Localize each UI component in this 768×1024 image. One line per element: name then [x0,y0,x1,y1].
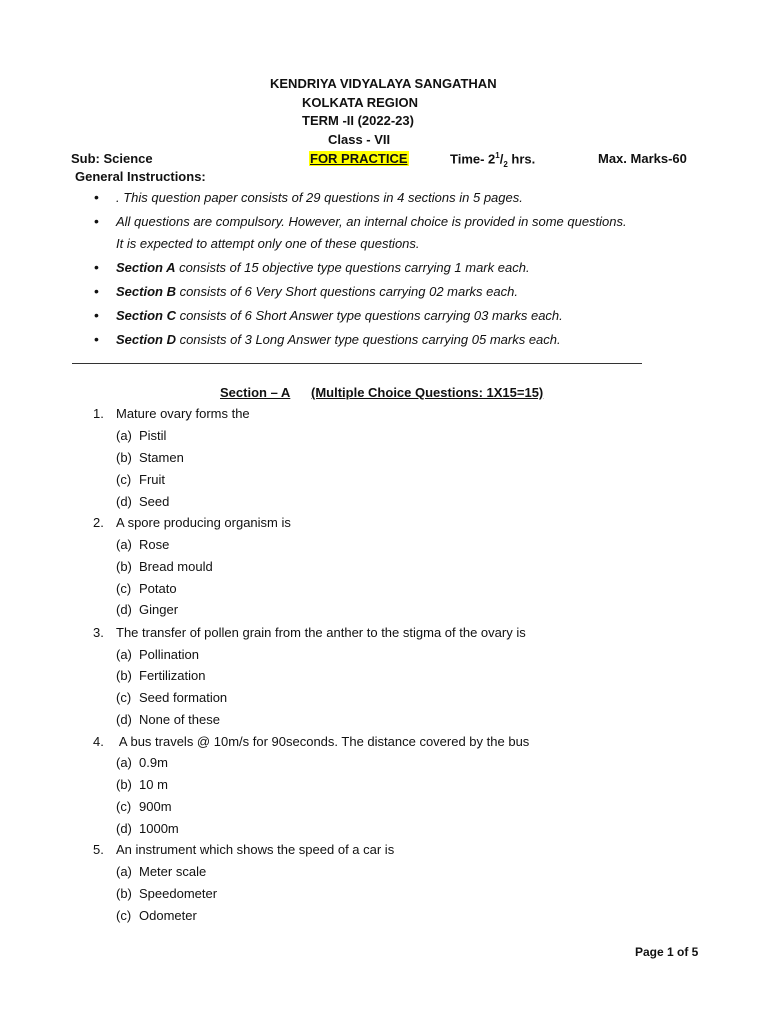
question-text: The transfer of pollen grain from the anther to the stigma of the ovary is [116,625,526,640]
option [116,755,168,770]
page-number: Page 1 of 5 [635,945,699,959]
option [116,428,166,443]
instruction-4-bold: Section B [116,284,176,299]
instruction-3-bold: Section A [116,260,176,275]
question-1 [93,406,250,421]
divider-line [72,363,642,364]
option-label: (a) [116,647,132,662]
bullet: • [94,213,99,229]
time-slash: / [499,151,504,167]
instruction-5-bold: Section C [116,308,176,323]
option-label: (d) [116,494,132,509]
question-text: A spore producing organism is [116,515,291,530]
bullet: • [94,331,99,347]
option-text: Pollination [139,647,199,662]
option-label: (b) [116,777,132,792]
bullet: • [94,283,99,299]
option [116,537,169,552]
instructions-title: General Instructions: [75,169,206,184]
option [116,712,220,727]
option [116,450,184,465]
option [116,647,199,662]
question-5 [93,842,394,857]
question-number: 3. [93,625,104,640]
question-number: 5. [93,842,104,857]
option-text: Fertilization [139,668,206,683]
option-label: (c) [116,690,132,705]
practice-highlight: FOR PRACTICE [310,151,408,166]
question-text: An instrument which shows the speed of a car is [116,842,395,857]
practice-label [309,151,409,166]
option [116,668,205,683]
question-number: 2. [93,515,104,530]
instruction-6 [94,331,561,347]
instruction-2-text: All questions are compulsory. However, an internal choice is provided in some questions. [116,214,627,229]
instruction-4-text: consists of 6 Very Short questions carrying 02 marks each. [175,284,518,299]
question-number: 4. [93,734,104,749]
option-label: (a) [116,755,132,770]
option-label: (b) [116,668,132,683]
option-label: (a) [116,537,132,552]
option-label: (c) [116,799,132,814]
time-prefix: Time- 2 [450,151,496,167]
bullet: • [94,259,99,275]
question-number: 1. [93,406,104,421]
question-text: Mature ovary forms the [116,406,250,421]
class-label: Class - VII [328,132,391,147]
option-label: (d) [116,821,132,836]
question-4 [93,734,529,749]
option [116,821,179,836]
instruction-1-text: . This question paper consists of 29 questions in 4 sections in 5 pages. [116,190,523,205]
instruction-2-continued: It is expected to attempt only one of these questions. [116,236,420,251]
option [116,602,178,617]
option-text: 0.9m [139,755,168,770]
option-label: (c) [116,581,132,596]
option-text: Speedometer [139,886,218,901]
instruction-3 [94,259,530,275]
instruction-5 [94,307,563,323]
option [116,494,169,509]
instruction-1 [94,189,523,205]
time-sup: 1 [495,151,500,160]
instruction-6-bold: Section D [116,332,176,347]
option-label: (b) [116,559,132,574]
option-text: Pistil [139,428,167,443]
region-name: KOLKATA REGION [302,95,419,110]
option-label: (b) [116,450,132,465]
option-text: 900m [139,799,172,814]
option-label: (c) [116,472,132,487]
option-label: (c) [116,908,132,923]
option [116,864,206,879]
org-name: KENDRIYA VIDYALAYA SANGATHAN [270,76,497,91]
instruction-5-text: consists of 6 Short Answer type questions carrying 03 marks each. [175,308,563,323]
question-text: A bus travels @ 10m/s for 90seconds. The distance covered by the bus [116,734,530,749]
option-label: (a) [116,428,132,443]
option-text: 10 m [139,777,168,792]
time-label [450,151,535,169]
option [116,559,213,574]
option-text: Stamen [139,450,184,465]
option-text: Potato [139,581,177,596]
option-label: (a) [116,864,132,879]
option-text: Meter scale [139,864,207,879]
option-text: Seed formation [139,690,228,705]
option [116,472,165,487]
option [116,690,227,705]
option-text: Seed [139,494,170,509]
instruction-4 [94,283,518,299]
question-3 [93,625,526,640]
option-text: Bread mould [139,559,213,574]
option-text: Fruit [139,472,165,487]
subject-label: Sub: Science [71,151,153,166]
option-text: None of these [139,712,220,727]
option-text: Odometer [139,908,197,923]
option-label: (b) [116,886,132,901]
option-text: Ginger [139,602,179,617]
instruction-3-text: consists of 15 objective type questions carrying 1 mark each. [175,260,530,275]
section-title: Section – A [220,385,291,400]
option [116,886,217,901]
option-label: (d) [116,602,132,617]
max-marks-label: Max. Marks-60 [598,151,687,166]
bullet: • [94,189,99,205]
option [116,799,172,814]
time-suffix: hrs. [507,151,536,167]
option-label: (d) [116,712,132,727]
term-label: TERM -II (2022-23) [302,113,414,128]
instruction-2 [94,213,627,229]
option-text: 1000m [139,821,179,836]
option [116,777,168,792]
time-sub: 2 [503,159,508,169]
option-text: Rose [139,537,170,552]
section-subtitle: (Multiple Choice Questions: 1X15=15) [311,385,544,400]
instruction-6-text: consists of 3 Long Answer type questions carrying 05 marks each. [175,332,561,347]
option [116,581,177,596]
option [116,908,197,923]
question-2 [93,515,291,530]
bullet: • [94,307,99,323]
